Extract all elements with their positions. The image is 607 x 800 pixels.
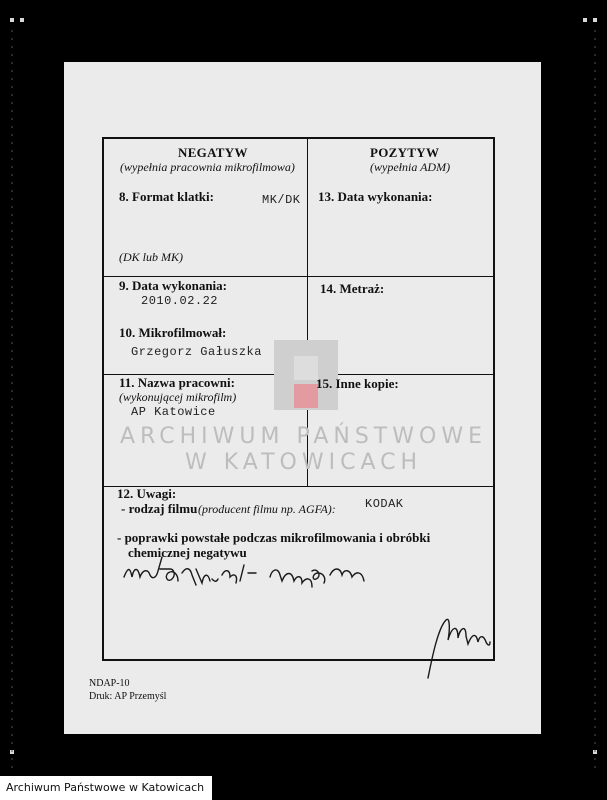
pozytyw-title: POZYTYW — [370, 145, 440, 160]
film-value: KODAK — [365, 497, 404, 511]
format-hint: (DK lub MK) — [119, 250, 183, 264]
pozytyw-date-label: 13. Data wykonania: — [318, 189, 433, 204]
lab-value: AP Katowice — [131, 405, 216, 419]
format-label: 8. Format klatki: — [119, 189, 214, 204]
date-value: 2010.02.22 — [141, 294, 219, 308]
corrections-line2: chemicznej negatywu — [128, 545, 247, 560]
film-label: - rodzaj filmu — [121, 501, 198, 516]
archive-logo-watermark — [274, 340, 338, 410]
operator-label: 10. Mikrofilmował: — [119, 325, 227, 340]
format-value: MK/DK — [262, 193, 301, 207]
handwritten-note — [122, 555, 372, 589]
corrections-line1: - poprawki powstałe podczas mikrofilmowania i obróbki — [117, 530, 431, 545]
negatyw-title: NEGATYW — [178, 145, 248, 160]
negatyw-subtitle: (wypełnia pracownia mikrofilmowa) — [120, 160, 295, 174]
pozytyw-subtitle: (wypełnia ADM) — [370, 160, 451, 174]
copies-label: 15. Inne kopie: — [316, 376, 399, 391]
form-code: NDAP-10 — [89, 678, 130, 689]
watermark-line1: ARCHIWUM PAŃSTWOWE — [120, 424, 487, 449]
watermark-line2: W KATOWICACH — [184, 450, 423, 475]
date-label: 9. Data wykonania: — [119, 278, 227, 293]
archive-caption: Archiwum Państwowe w Katowicach — [0, 776, 212, 800]
row-divider — [102, 276, 495, 277]
form-printer: Druk: AP Przemyśl — [89, 691, 167, 702]
signature — [422, 612, 492, 680]
operator-value: Grzegorz Gałuszka — [131, 345, 262, 359]
lab-hint: (wykonującej mikrofilm) — [119, 390, 237, 404]
length-label: 14. Metraż: — [320, 281, 385, 296]
uwagi-label: 12. Uwagi: — [117, 486, 177, 501]
lab-label: 11. Nazwa pracowni: — [119, 375, 235, 390]
film-hint: (producent filmu np. AGFA): — [198, 502, 336, 516]
